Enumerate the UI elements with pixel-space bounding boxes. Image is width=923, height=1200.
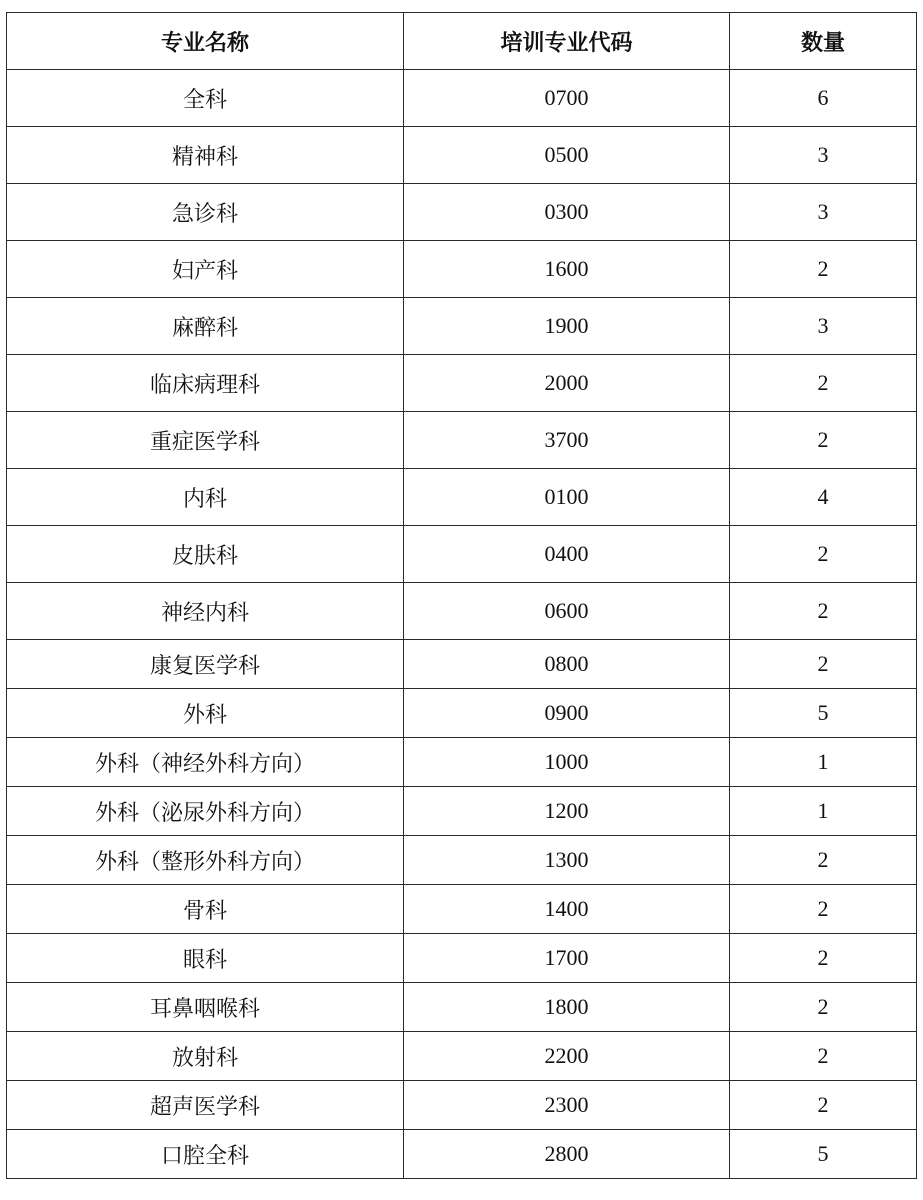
table-row: [7, 689, 917, 738]
training-code-cell: 0900: [404, 689, 730, 738]
quantity-cell: 5: [730, 1130, 917, 1179]
table-row: [7, 885, 917, 934]
training-code-cell: 0800: [404, 640, 730, 689]
table-header-row: [7, 13, 917, 70]
table-row: [7, 469, 917, 526]
quantity-cell: 1: [730, 738, 917, 787]
training-code-cell: 0700: [404, 70, 730, 127]
table-row: [7, 241, 917, 298]
table-row: [7, 184, 917, 241]
table-row: [7, 934, 917, 983]
training-code-cell: 1200: [404, 787, 730, 836]
specialty-name-cell: 外科（神经外科方向）: [7, 738, 404, 787]
quantity-cell: 3: [730, 184, 917, 241]
quantity-cell: 2: [730, 583, 917, 640]
quantity-cell: 1: [730, 787, 917, 836]
quantity-cell: 4: [730, 469, 917, 526]
table-row: [7, 1130, 917, 1179]
header-quantity: 数量: [730, 13, 917, 70]
training-code-cell: 0600: [404, 583, 730, 640]
table-row: [7, 412, 917, 469]
specialty-name-cell: 麻醉科: [7, 298, 404, 355]
specialty-name-cell: 内科: [7, 469, 404, 526]
header-specialty-name: 专业名称: [7, 13, 404, 70]
specialty-name-cell: 口腔全科: [7, 1130, 404, 1179]
specialty-name-cell: 重症医学科: [7, 412, 404, 469]
specialty-name-cell: 超声医学科: [7, 1081, 404, 1130]
quantity-cell: 2: [730, 934, 917, 983]
training-code-cell: 1600: [404, 241, 730, 298]
quantity-cell: 2: [730, 836, 917, 885]
quantity-cell: 2: [730, 885, 917, 934]
table-row: [7, 355, 917, 412]
specialty-name-cell: 眼科: [7, 934, 404, 983]
quantity-cell: 2: [730, 1032, 917, 1081]
quantity-cell: 3: [730, 127, 917, 184]
training-code-cell: 2800: [404, 1130, 730, 1179]
table-row: [7, 1081, 917, 1130]
specialty-name-cell: 放射科: [7, 1032, 404, 1081]
table-row: [7, 640, 917, 689]
specialty-table: [6, 12, 917, 1179]
quantity-cell: 2: [730, 983, 917, 1032]
specialty-name-cell: 急诊科: [7, 184, 404, 241]
training-code-cell: 1700: [404, 934, 730, 983]
table-row: [7, 298, 917, 355]
training-code-cell: 1400: [404, 885, 730, 934]
training-code-cell: 2200: [404, 1032, 730, 1081]
table-row: [7, 70, 917, 127]
quantity-cell: 2: [730, 412, 917, 469]
header-training-code: 培训专业代码: [404, 13, 730, 70]
table-row: [7, 983, 917, 1032]
quantity-cell: 2: [730, 640, 917, 689]
specialty-name-cell: 临床病理科: [7, 355, 404, 412]
table-row: [7, 526, 917, 583]
specialty-name-cell: 耳鼻咽喉科: [7, 983, 404, 1032]
table-row: [7, 1032, 917, 1081]
specialty-name-cell: 骨科: [7, 885, 404, 934]
training-code-cell: 0500: [404, 127, 730, 184]
training-code-cell: 0300: [404, 184, 730, 241]
specialty-name-cell: 外科: [7, 689, 404, 738]
training-code-cell: 1000: [404, 738, 730, 787]
quantity-cell: 3: [730, 298, 917, 355]
training-code-cell: 1300: [404, 836, 730, 885]
training-code-cell: 3700: [404, 412, 730, 469]
specialty-name-cell: 皮肤科: [7, 526, 404, 583]
training-code-cell: 0100: [404, 469, 730, 526]
training-code-cell: 1800: [404, 983, 730, 1032]
table-row: [7, 738, 917, 787]
training-code-cell: 2000: [404, 355, 730, 412]
specialty-name-cell: 妇产科: [7, 241, 404, 298]
training-code-cell: 1900: [404, 298, 730, 355]
training-code-cell: 2300: [404, 1081, 730, 1130]
quantity-cell: 6: [730, 70, 917, 127]
quantity-cell: 2: [730, 526, 917, 583]
training-code-cell: 0400: [404, 526, 730, 583]
table-row: [7, 787, 917, 836]
quantity-cell: 2: [730, 355, 917, 412]
specialty-name-cell: 外科（泌尿外科方向）: [7, 787, 404, 836]
table-row: [7, 836, 917, 885]
quantity-cell: 2: [730, 1081, 917, 1130]
quantity-cell: 5: [730, 689, 917, 738]
table-row: [7, 127, 917, 184]
table-row: [7, 583, 917, 640]
specialty-name-cell: 康复医学科: [7, 640, 404, 689]
specialty-name-cell: 神经内科: [7, 583, 404, 640]
quantity-cell: 2: [730, 241, 917, 298]
specialty-name-cell: 精神科: [7, 127, 404, 184]
specialty-name-cell: 全科: [7, 70, 404, 127]
specialty-name-cell: 外科（整形外科方向）: [7, 836, 404, 885]
